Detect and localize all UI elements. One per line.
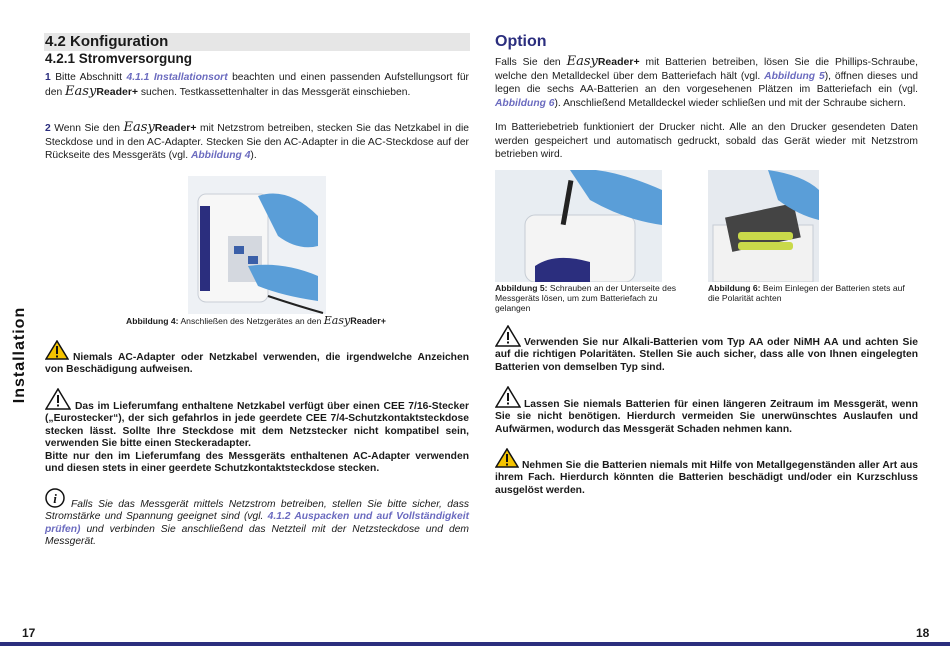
- figure-5-caption: Abbildung 5: Schrauben an der Unterseite des Messgeräts lösen, um zum Batteriefach zu gelangen: [495, 283, 677, 313]
- link-abbildung-4[interactable]: Abbildung 4: [190, 150, 251, 162]
- brand-logo: EasyReader+: [566, 54, 640, 69]
- link-abbildung-6[interactable]: Abbildung 6: [495, 97, 555, 109]
- figure-4-caption: Abbildung 4: Anschließen des Netzgerätes an den EasyReader+: [126, 314, 386, 327]
- footer-rule: [0, 642, 950, 646]
- link-abbildung-5[interactable]: Abbildung 5: [764, 70, 825, 82]
- svg-text:i: i: [53, 491, 57, 506]
- info-text: Falls Sie das Messgerät mittels Netzstrom betreiben, stellen Sie bitte sicher, dass Stromstärke und Spannung geeignet sind (vgl. 4.1.2 Auspacken und auf Vollständigkeit prüfen) und verbinden Sie anschließend das Netzteil mit der Netzsteckdose und dem Messgerät.: [45, 499, 469, 548]
- brand-logo: EasyReader+: [123, 120, 197, 135]
- warning-text: Das im Lieferumfang enthaltene Netzkabel verfügt über einen CEE 7/16-Stecker („Eurostecker“), der sich gefahrlos in jede geerdete CEE 7/4-Schutzkontaktsteckdose stecken lässt. Sollte Ihre Steckdose mit dem Netzstecker nicht kompatibel sein, verwenden Sie bitte einen Steckeradapter.: [45, 401, 469, 450]
- section-sidebar: [4, 300, 36, 410]
- warning-text: Bitte nur den im Lieferumfang des Messgeräts enthaltenen AC-Adapter verwenden und diesen stets in einer geerdete Schutzkontaktsteckdose stecken.: [45, 451, 469, 475]
- warning-text: Verwenden Sie nur Alkali-Batterien vom Typ AA oder NiMH AA und achten Sie auf die richtigen Polaritäten. Stellen Sie auch sicher, dass alle von Ihnen eingelegten Batterien von demselben Typ sind.: [495, 337, 918, 373]
- option-paragraph-2: Im Batteriebetrieb funktioniert der Drucker nicht. Alle an den Drucker gesendeten Daten werden gespeichert und automatisch gedruckt, sobald das Gerät wieder mit Netzstrom betrieben wird.: [495, 122, 918, 161]
- figure-4-image: [188, 176, 326, 314]
- figure-6-image: [708, 170, 819, 282]
- section-label: Installation: [11, 306, 28, 404]
- option-paragraph-1: Falls Sie den EasyReader+ mit Batterien betreiben, lösen Sie die Phillips-Schraube, welche den Metalldeckel über dem Batteriefach hält (vgl. Abbildung 5), öffnen dieses und legen die sechs AA-Batterien an den vorgesehenen Plätzen im Batteriefach ein (vgl. Abbildung 6). Anschließend Metalldeckel wieder schließen und mit der Schraube sichern.: [495, 54, 919, 109]
- link-auspacken[interactable]: 4.1.2 Auspacken und auf Vollständigkeit prüfen): [45, 511, 469, 535]
- page-subheading: 4.2.1 Stromversorgung: [45, 51, 193, 66]
- brand-logo: EasyReader+: [323, 314, 386, 327]
- step-1: 1 Bitte Abschnitt 4.1.1 Installationsort beachten und einen passenden Aufstellungsort für den EasyReader+ suchen. Testkassettenhalter in das Messgerät einschieben.: [45, 72, 469, 99]
- brand-logo: EasyReader+: [65, 83, 139, 99]
- warning-text: Lassen Sie niemals Batterien für einen längeren Zeitraum im Messgerät, wenn Sie sie nicht benötigen. Hierdurch vermeiden Sie unerwünschtes Auslaufen und Aufwärmen, wodurch das Messgerät Schaden nehmen kann.: [495, 399, 918, 435]
- page-number-right: 18: [916, 626, 930, 640]
- page-number-left: 17: [22, 626, 36, 640]
- warning-text: Nehmen Sie die Batterien niemals mit Hilfe von Metallgegenständen aller Art aus ihrem Fach. Hierdurch könnten die Batterien beschädigt und/oder ein Kurzschluss ausgelöst werden.: [495, 460, 918, 496]
- figure-6-caption: Abbildung 6: Beim Einlegen der Batterien stets auf die Polarität achten: [708, 283, 905, 303]
- page-heading: 4.2 Konfiguration: [45, 33, 169, 50]
- option-heading: Option: [495, 33, 547, 50]
- step-2: 2 Wenn Sie den EasyReader+ mit Netzstrom betreiben, stecken Sie das Netzkabel in die Steckdose und in den AC-Adapter. Stecken Sie den AC-Adapter in die AC-Steckdose auf der Rückseite des Messgeräts (vgl. Abbildung 4).: [45, 120, 469, 162]
- link-installationsort[interactable]: 4.1.1 Installationsort: [126, 72, 228, 83]
- warning-text: Niemals AC-Adapter oder Netzkabel verwenden, die irgendwelche Anzeichen von Beschädigung aufweisen.: [45, 352, 469, 376]
- figure-5-image: [495, 170, 662, 282]
